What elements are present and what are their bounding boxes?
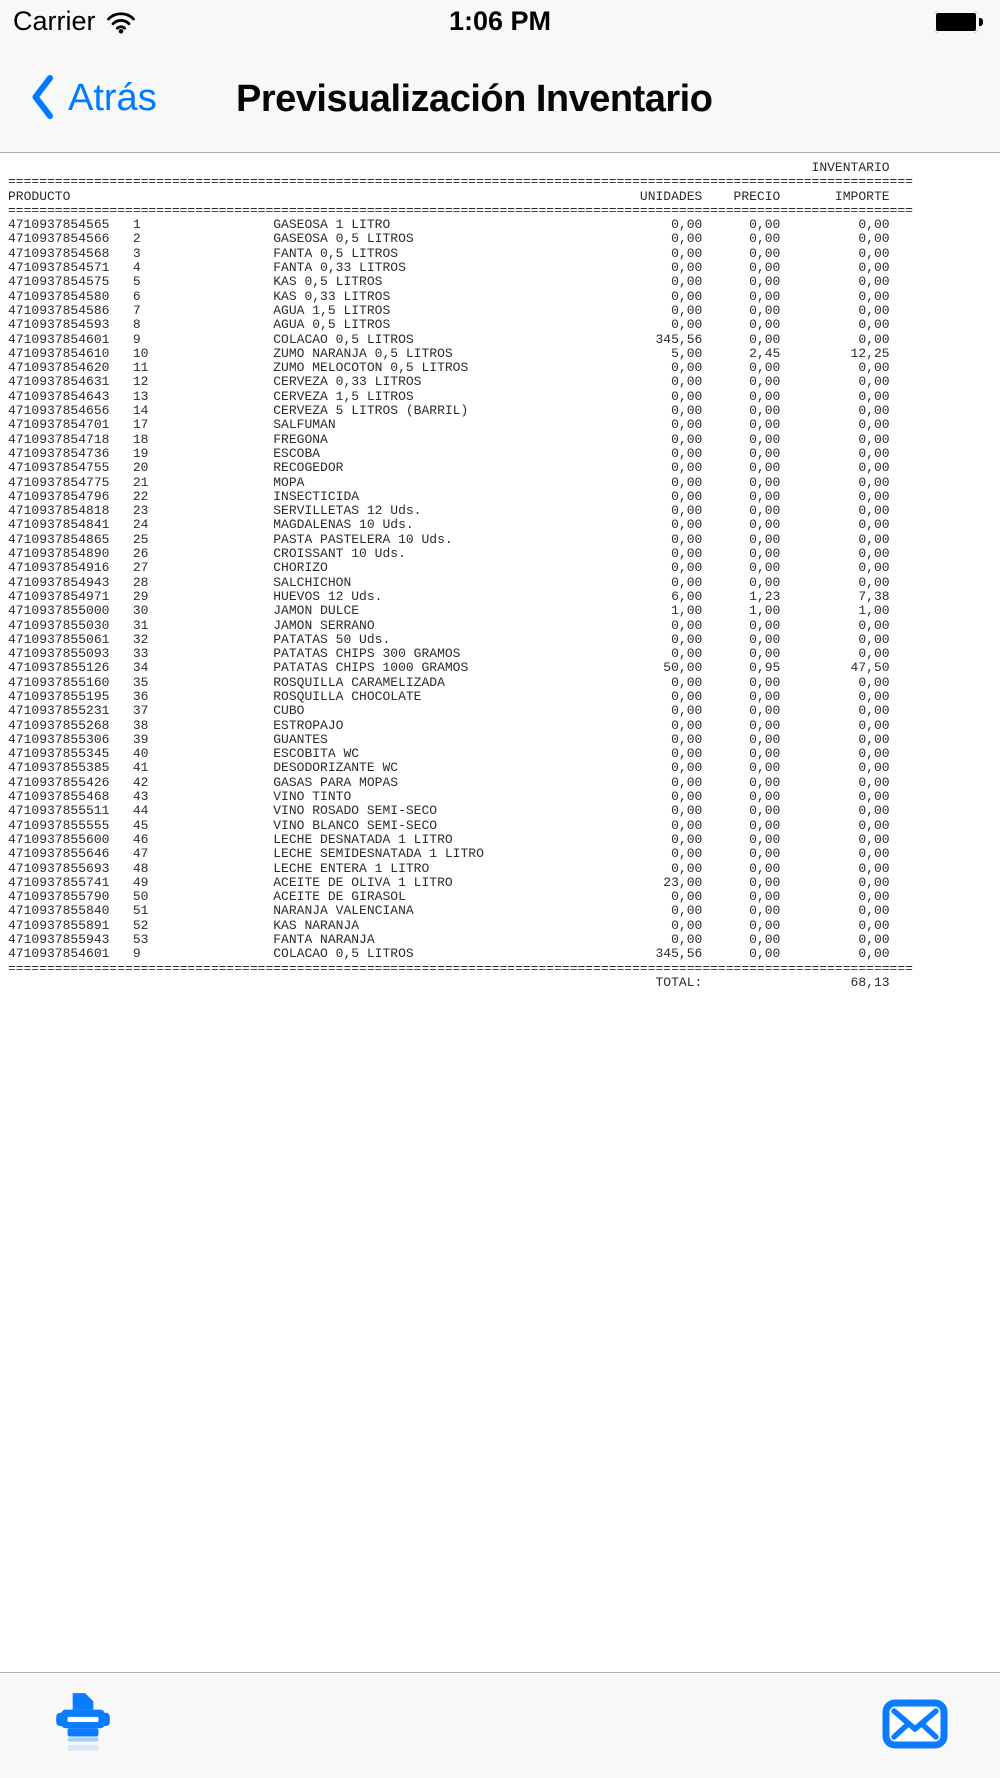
envelope-icon <box>882 1737 948 1752</box>
report-row: 4710937854971 29 HUEVOS 12 Uds. 6,00 1,23 7,38 <box>8 588 890 604</box>
report-row: 4710937854865 25 PASTA PASTELERA 10 Uds. 0,00 0,00 0,00 <box>8 531 890 547</box>
report-row: 4710937854580 6 KAS 0,33 LITROS 0,00 0,00 0,00 <box>8 288 890 304</box>
report-row: 4710937855231 37 CUBO 0,00 0,00 0,00 <box>8 703 890 719</box>
report-row: 4710937854718 18 FREGONA 0,00 0,00 0,00 <box>8 431 890 447</box>
report-row: 4710937854566 2 GASEOSA 0,5 LITROS 0,00 0,00 0,00 <box>8 231 890 247</box>
report-separator: ==================================================================================================================== <box>8 960 913 976</box>
report-row: 4710937855840 51 NARANJA VALENCIANA 0,00 0,00 0,00 <box>8 903 890 919</box>
report-row: 4710937855741 49 ACEITE DE OLIVA 1 LITRO 23,00 0,00 0,00 <box>8 874 890 890</box>
report-row: 4710937855000 30 JAMON DULCE 1,00 1,00 1,00 <box>8 603 890 619</box>
report-total: TOTAL: 68,13 <box>8 974 890 990</box>
report-row: 4710937854643 13 CERVEZA 1,5 LITROS 0,00 0,00 0,00 <box>8 388 890 404</box>
report-row: 4710937855030 31 JAMON SERRANO 0,00 0,00 0,00 <box>8 617 890 633</box>
report-separator: ==================================================================================================================== <box>8 202 913 218</box>
report-row: 4710937855160 35 ROSQUILLA CARAMELIZADA 0,00 0,00 0,00 <box>8 674 890 690</box>
report-row: 4710937855943 53 FANTA NARANJA 0,00 0,00 0,00 <box>8 932 890 948</box>
report-row: 4710937855646 47 LECHE SEMIDESNATADA 1 LITRO 0,00 0,00 0,00 <box>8 846 890 862</box>
report-row: 4710937855511 44 VINO ROSADO SEMI-SECO 0,00 0,00 0,00 <box>8 803 890 819</box>
report-separator: ==================================================================================================================== <box>8 174 913 190</box>
report-row: 4710937854620 11 ZUMO MELOCOTON 0,5 LITROS 0,00 0,00 0,00 <box>8 360 890 376</box>
printer-icon <box>56 1743 110 1758</box>
report-row: 4710937854736 19 ESCOBA 0,00 0,00 0,00 <box>8 445 890 461</box>
status-time: 1:06 PM <box>448 6 552 36</box>
report-row: 4710937854841 24 MAGDALENAS 10 Uds. 0,00 0,00 0,00 <box>8 517 890 533</box>
page-title: Previsualización Inventario <box>236 78 713 120</box>
battery-icon <box>934 11 984 33</box>
report-row: 4710937854593 8 AGUA 0,5 LITROS 0,00 0,00 0,00 <box>8 317 890 333</box>
email-button[interactable] <box>882 1699 948 1752</box>
report-row: 4710937854755 20 RECOGEDOR 0,00 0,00 0,00 <box>8 460 890 476</box>
bottom-toolbar <box>0 1672 1000 1778</box>
inventory-report <box>0 154 1000 990</box>
report-column-headers: PRODUCTO UNIDADES PRECIO IMPORTE <box>8 188 890 204</box>
top-chrome <box>0 0 1000 153</box>
report-row: 4710937854575 5 KAS 0,5 LITROS 0,00 0,00 0,00 <box>8 274 890 290</box>
report-row: 4710937855693 48 LECHE ENTERA 1 LITRO 0,00 0,00 0,00 <box>8 860 890 876</box>
report-row: 4710937854610 10 ZUMO NARANJA 0,5 LITROS 5,00 2,45 12,25 <box>8 345 890 361</box>
report-row: 4710937855891 52 KAS NARANJA 0,00 0,00 0,00 <box>8 917 890 933</box>
report-row: 4710937855555 45 VINO BLANCO SEMI-SECO 0,00 0,00 0,00 <box>8 817 890 833</box>
report-row: 4710937854890 26 CROISSANT 10 Uds. 0,00 0,00 0,00 <box>8 546 890 562</box>
status-bar <box>0 0 1000 44</box>
report-row: 4710937855468 43 VINO TINTO 0,00 0,00 0,00 <box>8 789 890 805</box>
report-row: 4710937855306 39 GUANTES 0,00 0,00 0,00 <box>8 731 890 747</box>
report-row: 4710937855093 33 PATATAS CHIPS 300 GRAMOS 0,00 0,00 0,00 <box>8 646 890 662</box>
report-row: 4710937855600 46 LECHE DESNATADA 1 LITRO 0,00 0,00 0,00 <box>8 831 890 847</box>
report-title: INVENTARIO <box>8 160 890 175</box>
report-scroll-area[interactable] <box>0 154 1000 1671</box>
report-row: 4710937854656 14 CERVEZA 5 LITROS (BARRIL) 0,00 0,00 0,00 <box>8 403 890 419</box>
chevron-left-icon <box>28 73 56 124</box>
report-row: 4710937855790 50 ACEITE DE GIRASOL 0,00 0,00 0,00 <box>8 889 890 905</box>
report-row: 4710937855126 34 PATATAS CHIPS 1000 GRAMOS 50,00 0,95 47,50 <box>8 660 890 676</box>
report-row: 4710937855195 36 ROSQUILLA CHOCOLATE 0,00 0,00 0,00 <box>8 688 890 704</box>
back-button[interactable] <box>28 70 157 126</box>
report-row: 4710937855426 42 GASAS PARA MOPAS 0,00 0,00 0,00 <box>8 774 890 790</box>
report-row: 4710937854631 12 CERVEZA 0,33 LITROS 0,00 0,00 0,00 <box>8 374 890 390</box>
print-button[interactable] <box>56 1689 110 1758</box>
report-row: 4710937854796 22 INSECTICIDA 0,00 0,00 0,00 <box>8 488 890 504</box>
report-row: 4710937855268 38 ESTROPAJO 0,00 0,00 0,00 <box>8 717 890 733</box>
report-row: 4710937854818 23 SERVILLETAS 12 Uds. 0,00 0,00 0,00 <box>8 503 890 519</box>
report-row: 4710937854775 21 MOPA 0,00 0,00 0,00 <box>8 474 890 490</box>
report-row: 4710937854601 9 COLACAO 0,5 LITROS 345,56 0,00 0,00 <box>8 331 890 347</box>
report-row: 4710937855345 40 ESCOBITA WC 0,00 0,00 0,00 <box>8 746 890 762</box>
report-row: 4710937855061 32 PATATAS 50 Uds. 0,00 0,00 0,00 <box>8 631 890 647</box>
report-row: 4710937854565 1 GASEOSA 1 LITRO 0,00 0,00 0,00 <box>8 217 890 233</box>
nav-bar <box>0 44 1000 153</box>
report-row: 4710937854943 28 SALCHICHON 0,00 0,00 0,00 <box>8 574 890 590</box>
report-row: 4710937854586 7 AGUA 1,5 LITROS 0,00 0,00 0,00 <box>8 302 890 318</box>
carrier-label: Carrier <box>13 6 96 36</box>
report-row: 4710937855385 41 DESODORIZANTE WC 0,00 0,00 0,00 <box>8 760 890 776</box>
report-row: 4710937854916 27 CHORIZO 0,00 0,00 0,00 <box>8 560 890 576</box>
report-row: 4710937854601 9 COLACAO 0,5 LITROS 345,56 0,00 0,00 <box>8 946 890 962</box>
report-row: 4710937854568 3 FANTA 0,5 LITROS 0,00 0,00 0,00 <box>8 245 890 261</box>
report-row: 4710937854701 17 SALFUMAN 0,00 0,00 0,00 <box>8 417 890 433</box>
report-row: 4710937854571 4 FANTA 0,33 LITROS 0,00 0,00 0,00 <box>8 260 890 276</box>
back-button-label: Atrás <box>68 76 157 119</box>
